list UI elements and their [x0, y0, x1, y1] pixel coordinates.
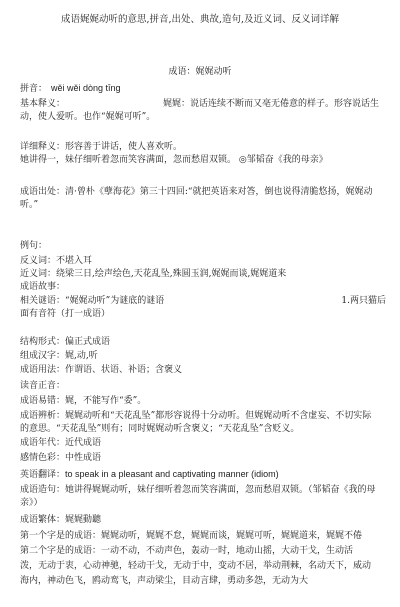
- emotion-color: 感情色彩：中性成语: [20, 453, 102, 463]
- pinyin-label: 拼音：: [20, 84, 48, 94]
- synonyms: 近义词：绕梁三日,绘声绘色,天花乱坠,殊圆玉润,娓娓而谈,娓娓道来: [20, 269, 287, 279]
- second-char-idioms: 第二个字是的成语：一动不动，不动声色，轰动一时，地动山摇，大动干戈，生动活: [20, 546, 354, 556]
- related-riddle-cont: 面有音符（打一成语）: [20, 309, 111, 319]
- antonyms: 反义词：不堪入耳: [20, 256, 93, 266]
- pronunciation: 读音正音：: [20, 381, 66, 391]
- idiom-distinction: 成语辨析：娓娓动听和“天花乱坠”都形容说得十分动听。但娓娓动听不含虚妄、不切实际: [20, 411, 372, 421]
- idiom-usage: 成语用法：作谓语、状语、补语；含褒义: [20, 365, 183, 375]
- idiom-distinction-cont: 的意思。“天花乱坠”则有；同时娓娓动听含褒义；“天花乱坠”含贬义。: [20, 424, 300, 434]
- related-riddle-text: 相关谜语：“娓娓动听”为谜底的谜语: [20, 296, 165, 306]
- first-char-idioms: 第一个字是的成语：娓娓动听，娓娓不怠，娓娓而谈，娓娓可听，娓娓道来，娓娓不倦: [20, 531, 363, 541]
- second-char-idioms-cont1: 泼，无动于衷，心动神驰，轻动干戈，无动于中，变动不居，举动荆棘，名动天下，威动: [20, 561, 372, 571]
- english-translation: [20, 468, 386, 482]
- english-translation-value: to speak in a pleasant and captivating manner (idiom): [65, 469, 279, 479]
- basic-meaning-text-cont: 动，使人爱听。也作“娓娓可听”。: [20, 112, 156, 122]
- idiom-heading: 成语：娓娓动听: [168, 67, 232, 77]
- structure-form: 结构形式：偏正式成语: [20, 337, 111, 347]
- idiom-sentence-cont: 亲》）: [20, 498, 43, 508]
- common-mistake: 成语易错：娓，不能写作“委”。: [20, 396, 147, 406]
- example-label: 例句：: [20, 241, 48, 251]
- pinyin-row: [20, 82, 386, 96]
- pinyin-value: wěi wěi dòng tīng: [51, 83, 121, 93]
- related-riddle-item: 1.两只猫后: [341, 296, 386, 306]
- idiom-sentence: 成语造句：她讲得娓娓动听，妹仔细听着忽而笑容满面，忽而愁眉双锁。（邹韬奋《我的母: [20, 485, 376, 495]
- detailed-meaning: 详细释义：形容善于讲话，使人喜欢听。: [20, 142, 183, 152]
- basic-meaning-text: 娓娓：说话连续不断而又亳无倦意的样子。形容说话生: [163, 99, 380, 109]
- idiom-source-cont: 听。”: [20, 200, 39, 210]
- english-translation-label: 英语翻译：: [20, 470, 66, 480]
- traditional-form: 成语繁体：娓娓動聽: [20, 515, 102, 525]
- idiom-story: 成语故事：: [20, 282, 66, 292]
- detailed-meaning-example: 她讲得一，妹仔细听着忽而笑容满面，忽而愁眉双锁。 ◎邹韬奋《我的母亲》: [20, 155, 328, 165]
- idiom-era: 成语年代：近代成语: [20, 438, 102, 448]
- second-char-idioms-cont2: 海内，神动色飞，鸥动鸾飞，声动梁尘，目动言肆，勇动多怨，无动为大: [20, 576, 309, 586]
- idiom-source: 成语出处：清·曾朴《孽海花》第三十四回:“就把英语来对答，倒也说得清脆悠扬，娓娓动: [20, 187, 373, 197]
- basic-meaning-row: [20, 98, 386, 111]
- related-riddle: [20, 295, 386, 308]
- basic-meaning-label: 基本释义：: [20, 99, 66, 109]
- component-chars: 组成汉字：娓,动,听: [20, 351, 98, 361]
- document-title: 成语娓娓动听的意思,拼音,出处、典故,造句,及近义词、反义词详解: [60, 14, 340, 25]
